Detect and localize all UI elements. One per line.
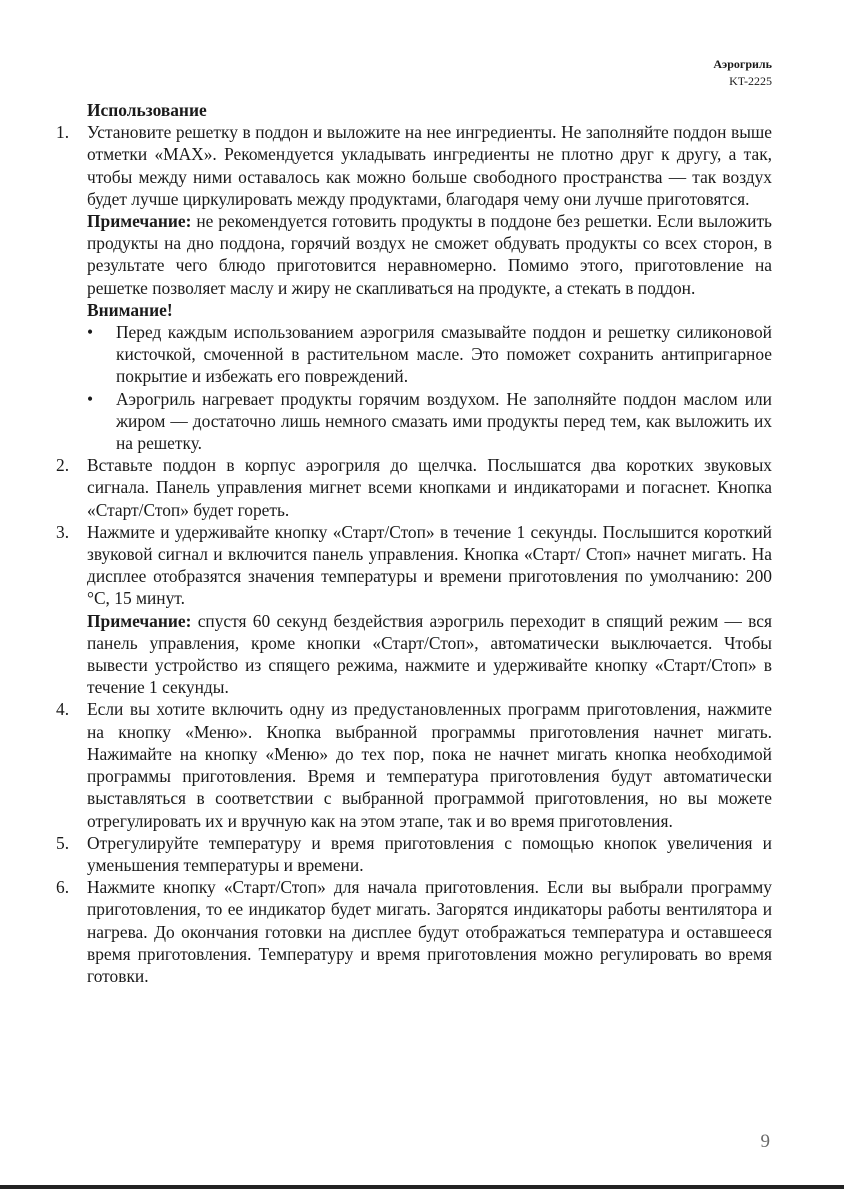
list-item-step-6	[52, 876, 772, 987]
list-item-step-4	[52, 698, 772, 831]
bottom-divider	[0, 1185, 844, 1189]
step-note	[87, 210, 772, 299]
list-item-step-3	[52, 521, 772, 699]
list-item-step-5	[52, 832, 772, 876]
step-text: Отрегулируйте температуру и время приготовления с помощью кнопок увеличения и уменьшения температуры и времени.	[87, 832, 772, 875]
page-header	[713, 56, 772, 90]
note-text: спустя 60 секунд бездействия аэрогриль переходит в спящий режим — вся панель управления, кроме кнопки «Старт/Стоп», автоматически выключается. Чтобы вывести устройство из спящего режима, нажмите и удерживайте кнопку «Старт/Стоп» в течение 1 секунды.	[87, 610, 772, 698]
page-number: 9	[760, 1131, 770, 1152]
step-number: 4.	[56, 699, 70, 720]
attention-label: Внимание!	[87, 299, 173, 320]
step-note	[87, 610, 772, 699]
step-text: Вставьте поддон в корпус аэрогриля до щелчка. Послышатся два коротких звуковых сигнала. Панель управления мигнет всеми кнопками и индикаторами и погаснет. Кнопка «Старт/Стоп» будет гореть.	[87, 455, 772, 520]
step-text: Нажмите и удерживайте кнопку «Старт/Стоп» в течение 1 секунды. Послышится короткий звуковой сигнал и включится панель управления. Кнопка «Старт/ Стоп» начнет мигать. На дисплее отобразятся значения температуры и времени приготовления по умолчанию: 200 °С, 15 минут.	[87, 521, 772, 609]
list-item-step-2	[52, 454, 772, 521]
page-content	[52, 99, 772, 987]
step-number: 5.	[56, 832, 70, 853]
bullet-item	[87, 321, 772, 388]
step-number: 6.	[56, 877, 70, 898]
bullet-item	[87, 388, 772, 455]
header-product-name: Аэрогриль	[713, 57, 772, 71]
list-item-step-1	[52, 121, 772, 454]
note-label: Примечание:	[87, 211, 192, 232]
step-number: 1.	[56, 122, 70, 143]
bullet-text: Аэрогриль нагревает продукты горячим воздухом. Не заполняйте поддон маслом или жиром — достаточно лишь немного смазать ими продукты перед тем, как выложить их на решетку.	[116, 388, 772, 454]
bullet-text: Перед каждым использованием аэрогриля смазывайте поддон и решетку силиконовой кисточкой, смоченной в растительном масле. Это поможет сохранить антипригарное покрытие и избежать его повреждений.	[116, 322, 772, 387]
bullet-mark: •	[87, 388, 94, 409]
step-text: Установите решетку в поддон и выложите на нее ингредиенты. Не заполняйте поддон выше отметки «MAX». Рекомендуется укладывать ингредиенты не плотно друг к другу, а так, чтобы между ними оставалось как можно больше свободного пространства — так воздух будет лучше циркулировать между продуктами, благодаря чему они лучше приготовятся.	[87, 122, 772, 209]
header-model-number: KT-2225	[729, 74, 772, 88]
step-text: Если вы хотите включить одну из предустановленных программ приготовления, нажмите на кнопку «Меню». Кнопка выбранной программы приготовления начнет мигать. Нажимайте на кнопку «Меню» до тех пор, пока не начнет мигать кнопка необходимой программы приготовления. Время и температура приготовления будут автоматически выставляться в соответствии с выбранной программой приготовления, но вы можете отрегулировать их и вручную как на этом этапе, так и во время приготовления.	[87, 699, 772, 831]
step-text: Нажмите кнопку «Старт/Стоп» для начала приготовления. Если вы выбрали программу приготовления, то ее индикатор будет мигать. Загорятся индикаторы работы вентилятора и нагрева. До окончания готовки на дисплее будут отображаться температура и оставшееся время приготовления. Температуру и время приготовления можно регулировать во время готовки.	[87, 877, 772, 986]
section-title: Использование	[87, 100, 207, 120]
step-number: 3.	[56, 521, 70, 542]
note-text: не рекомендуется готовить продукты в поддоне без решетки. Если выложить продукты на дно поддона, горячий воздух не сможет обдувать продукты со всех сторон, в результате чего блюдо приготовится неравномерно. Помимо этого, приготовление на решетке позволяет маслу и жиру не скапливаться на продукте, а стекать в поддон.	[87, 211, 772, 298]
note-label: Примечание:	[87, 610, 192, 631]
step-number: 2.	[56, 455, 70, 476]
bullet-mark: •	[87, 322, 94, 343]
